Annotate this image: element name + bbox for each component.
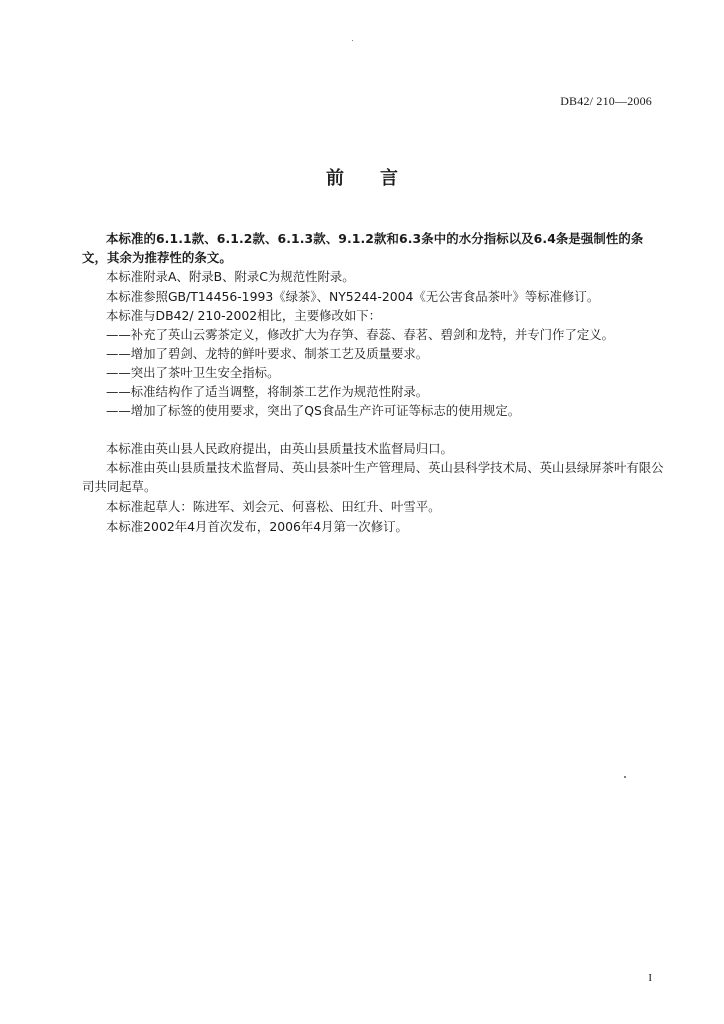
page-title: 前言 xyxy=(326,168,434,189)
paragraph-appendix: 本标准附录A、附录B、附录C为规范性附录。 xyxy=(106,269,355,284)
scan-speck xyxy=(352,40,353,41)
paragraph-drafting-units: 本标准由英山县质量技术监督局、英山县茶叶生产管理局、英山县科学技术局、英山县绿屏茶叶有限公司共同起草。 xyxy=(82,460,664,494)
paragraph-reference: 本标准参照GB/T14456-1993《绿茶》、NY5244-2004《无公害食品茶叶》等标准修订。 xyxy=(106,289,600,304)
paragraph-proposer: 本标准由英山县人民政府提出，由英山县质量技术监督局归口。 xyxy=(106,441,453,456)
paragraph-mandatory-clauses: 本标准的6.1.1款、6.1.2款、6.1.3款、9.1.2款和6.3条中的水分指标以及6.4条是强制性的条文，其余为推荐性的条文。 xyxy=(82,231,644,265)
list-item: ——补充了英山云雾茶定义，修改扩大为存笋、春蕊、春茗、碧剑和龙特，并专门作了定义。 xyxy=(106,327,615,342)
list-item: ——增加了标签的使用要求，突出了QS食品生产许可证等标志的使用规定。 xyxy=(106,403,521,418)
page-number: I xyxy=(648,972,652,984)
standard-code: DB42/ 210—2006 xyxy=(560,94,652,108)
paragraph-comparison: 本标准与DB42/ 210-2002相比，主要修改如下： xyxy=(106,308,382,323)
paragraph-drafters: 本标准起草人：陈进军、刘会元、何喜松、田红升、叶雪平。 xyxy=(106,499,441,514)
paragraph-publication-history: 本标准2002年4月首次发布，2006年4月第一次修订。 xyxy=(106,519,408,534)
scan-speck xyxy=(624,776,626,778)
list-item: ——标准结构作了适当调整，将制茶工艺作为规范性附录。 xyxy=(106,384,429,399)
list-item: ——突出了茶叶卫生安全指标。 xyxy=(106,365,280,380)
list-item: ——增加了碧剑、龙特的鲜叶要求、制茶工艺及质量要求。 xyxy=(106,346,429,361)
